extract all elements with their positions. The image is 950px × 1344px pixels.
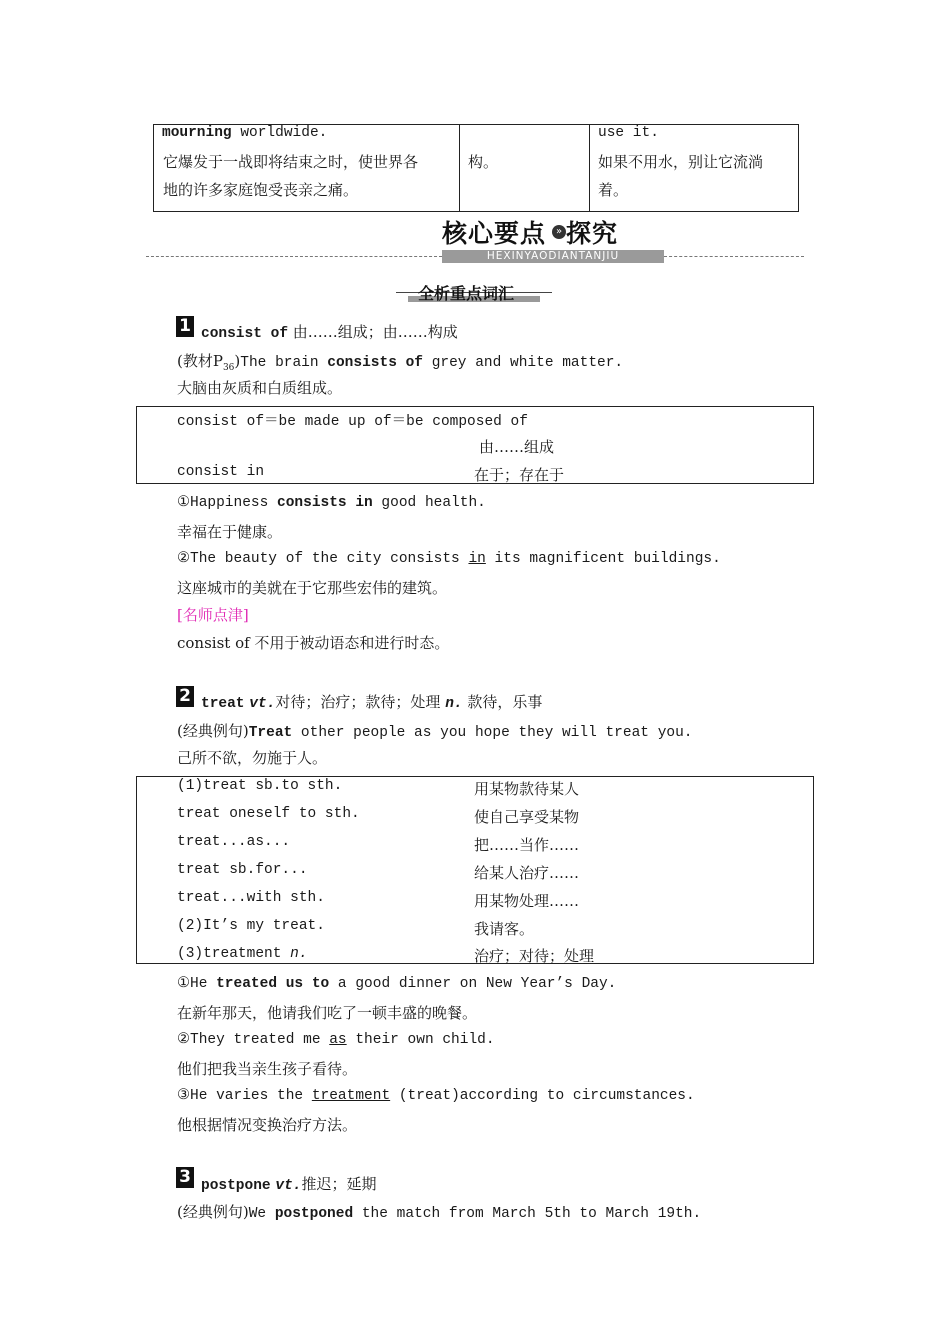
entry-heading — [201, 321, 458, 342]
usage-meaning: 使自己享受某物 — [474, 808, 580, 826]
usage-row: treat...as... — [177, 834, 291, 850]
example-sentence — [177, 550, 721, 567]
example-sentence — [177, 975, 616, 992]
usage-row: treat oneself to sth. — [177, 806, 360, 822]
entry-heading — [201, 1173, 377, 1194]
example-translation: 在新年那天，他请我们吃了一顿丰盛的晚餐。 — [177, 1004, 478, 1022]
banner-dashed-line-right — [664, 256, 804, 257]
usage-row: consist in — [177, 464, 265, 480]
usage-meaning: 用某物处理…… — [474, 892, 580, 910]
usage-meaning: 由……组成 — [479, 438, 555, 456]
table-cell-text: 构。 — [468, 153, 499, 171]
text: the match from March 5th to March 19th. — [353, 1206, 702, 1222]
text: ②They treated me — [177, 1032, 330, 1048]
bold-word: mourning — [162, 125, 232, 141]
table-cell-text: 如果不用水，别让它流淌 — [598, 153, 764, 171]
usage-meaning: 在于；存在于 — [474, 466, 565, 484]
table-divider — [459, 125, 460, 211]
answer-blank: as — [329, 1032, 347, 1048]
text: a good dinner on New Year’s Day. — [329, 976, 617, 992]
answer-blank: in — [468, 551, 486, 567]
source-label: (经典例句) — [177, 722, 249, 740]
example-sentence — [177, 494, 486, 511]
text: ①Happiness — [177, 495, 278, 511]
text: ②The beauty of the city consists — [177, 551, 469, 567]
headword-meaning: 款待，乐事 — [462, 693, 543, 711]
headword-meaning: 对待；治疗；款待；处理 — [275, 693, 441, 711]
usage-meaning: 我请客。 — [474, 920, 535, 938]
banner-title-right: 探究 — [566, 219, 619, 248]
usage-row: treat sb.for... — [177, 862, 308, 878]
part-of-speech: vt. — [275, 1178, 302, 1194]
usage-row: treat...with sth. — [177, 890, 325, 906]
table-cell-text: use it. — [598, 125, 659, 141]
text: other people as you hope they will treat you. — [292, 725, 693, 741]
usage-row: (1)treat sb.to sth. — [177, 778, 343, 794]
example-sentence — [177, 1031, 495, 1048]
table-divider — [589, 125, 590, 211]
example-translation: 己所不欲，勿施于人。 — [177, 749, 328, 767]
table-cell-text — [162, 125, 327, 141]
text: its magnificent buildings. — [485, 551, 721, 567]
usage-meaning: 治疗；对待；处理 — [474, 947, 595, 965]
example-translation: 这座城市的美就在于它那些宏伟的建筑。 — [177, 579, 448, 597]
bold-phrase: Treat — [248, 725, 293, 741]
headword: postpone — [201, 1178, 271, 1194]
text: (treat)according to circumstances. — [390, 1088, 695, 1104]
text: good health. — [372, 495, 486, 511]
usage-row: consist of＝be made up of＝be composed of — [177, 414, 528, 430]
banner-dashed-line-left — [146, 256, 442, 257]
page-number: 36 — [222, 363, 235, 373]
table-cell-text: 它爆发于一战即将结束之时，使世界各 — [163, 153, 419, 171]
table-cell-text: 地的许多家庭饱受丧亲之痛。 — [163, 181, 359, 199]
usage-row: (2)It’s my treat. — [177, 918, 325, 934]
usage-meaning: 把……当作…… — [474, 836, 580, 854]
example-translation: 他们把我当亲生孩子看待。 — [177, 1060, 358, 1078]
table-cell-text: 着。 — [598, 181, 629, 199]
headword: consist of — [201, 326, 289, 342]
text: (3)treatment — [177, 946, 291, 962]
example-translation: 他根据情况变换治疗方法。 — [177, 1116, 358, 1134]
bold-phrase: postponed — [274, 1206, 354, 1222]
banner-title — [442, 214, 618, 250]
banner-title-left: 核心要点 — [442, 219, 547, 248]
text: The brain — [240, 355, 328, 371]
entry-number-badge: 2 — [176, 686, 194, 707]
headword-meaning: 由……组成；由……构成 — [292, 323, 458, 341]
example-sentence — [177, 720, 693, 741]
part-of-speech: n. — [445, 696, 463, 712]
example-translation: 幸福在于健康。 — [177, 523, 283, 541]
text: their own child. — [346, 1032, 495, 1048]
double-chevron-right-icon: » — [552, 225, 566, 239]
section-banner-label: 全析重点词汇 — [418, 284, 515, 303]
bold-phrase: consists in — [277, 495, 373, 511]
answer-blank: treatment — [311, 1088, 391, 1104]
headword-meaning: 推迟；延期 — [301, 1175, 377, 1193]
part-of-speech: vt. — [249, 696, 276, 712]
headword: treat — [201, 696, 245, 712]
text: grey and white matter. — [423, 355, 624, 371]
example-sentence — [177, 1087, 695, 1104]
tip-label: [名师点津] — [177, 606, 249, 624]
example-sentence — [177, 1201, 701, 1222]
usage-meaning: 给某人治疗…… — [474, 864, 580, 882]
text: ①He — [177, 976, 217, 992]
banner-subtitle: HEXINYAODIANTANJIU — [442, 250, 664, 263]
usage-meaning: 用某物款待某人 — [474, 780, 580, 798]
text: worldwide. — [231, 125, 328, 141]
tip-text: consist of 不用于被动语态和进行时态。 — [177, 634, 450, 652]
usage-row — [177, 946, 308, 962]
bold-phrase: treated us to — [216, 976, 330, 992]
text: We — [248, 1206, 275, 1222]
source-label: (教材P — [177, 352, 223, 370]
source-label: (经典例句) — [177, 1203, 249, 1221]
text: ③He varies the — [177, 1088, 312, 1104]
entry-number-badge: 3 — [176, 1167, 194, 1188]
example-sentence — [177, 350, 623, 373]
part-of-speech: n. — [290, 946, 308, 962]
entry-number-badge: 1 — [176, 316, 194, 337]
entry-heading — [201, 691, 542, 712]
bold-phrase: consists of — [327, 355, 423, 371]
section-banner — [396, 281, 556, 305]
example-translation: 大脑由灰质和白质组成。 — [177, 379, 343, 397]
source-label: ) — [234, 352, 241, 370]
